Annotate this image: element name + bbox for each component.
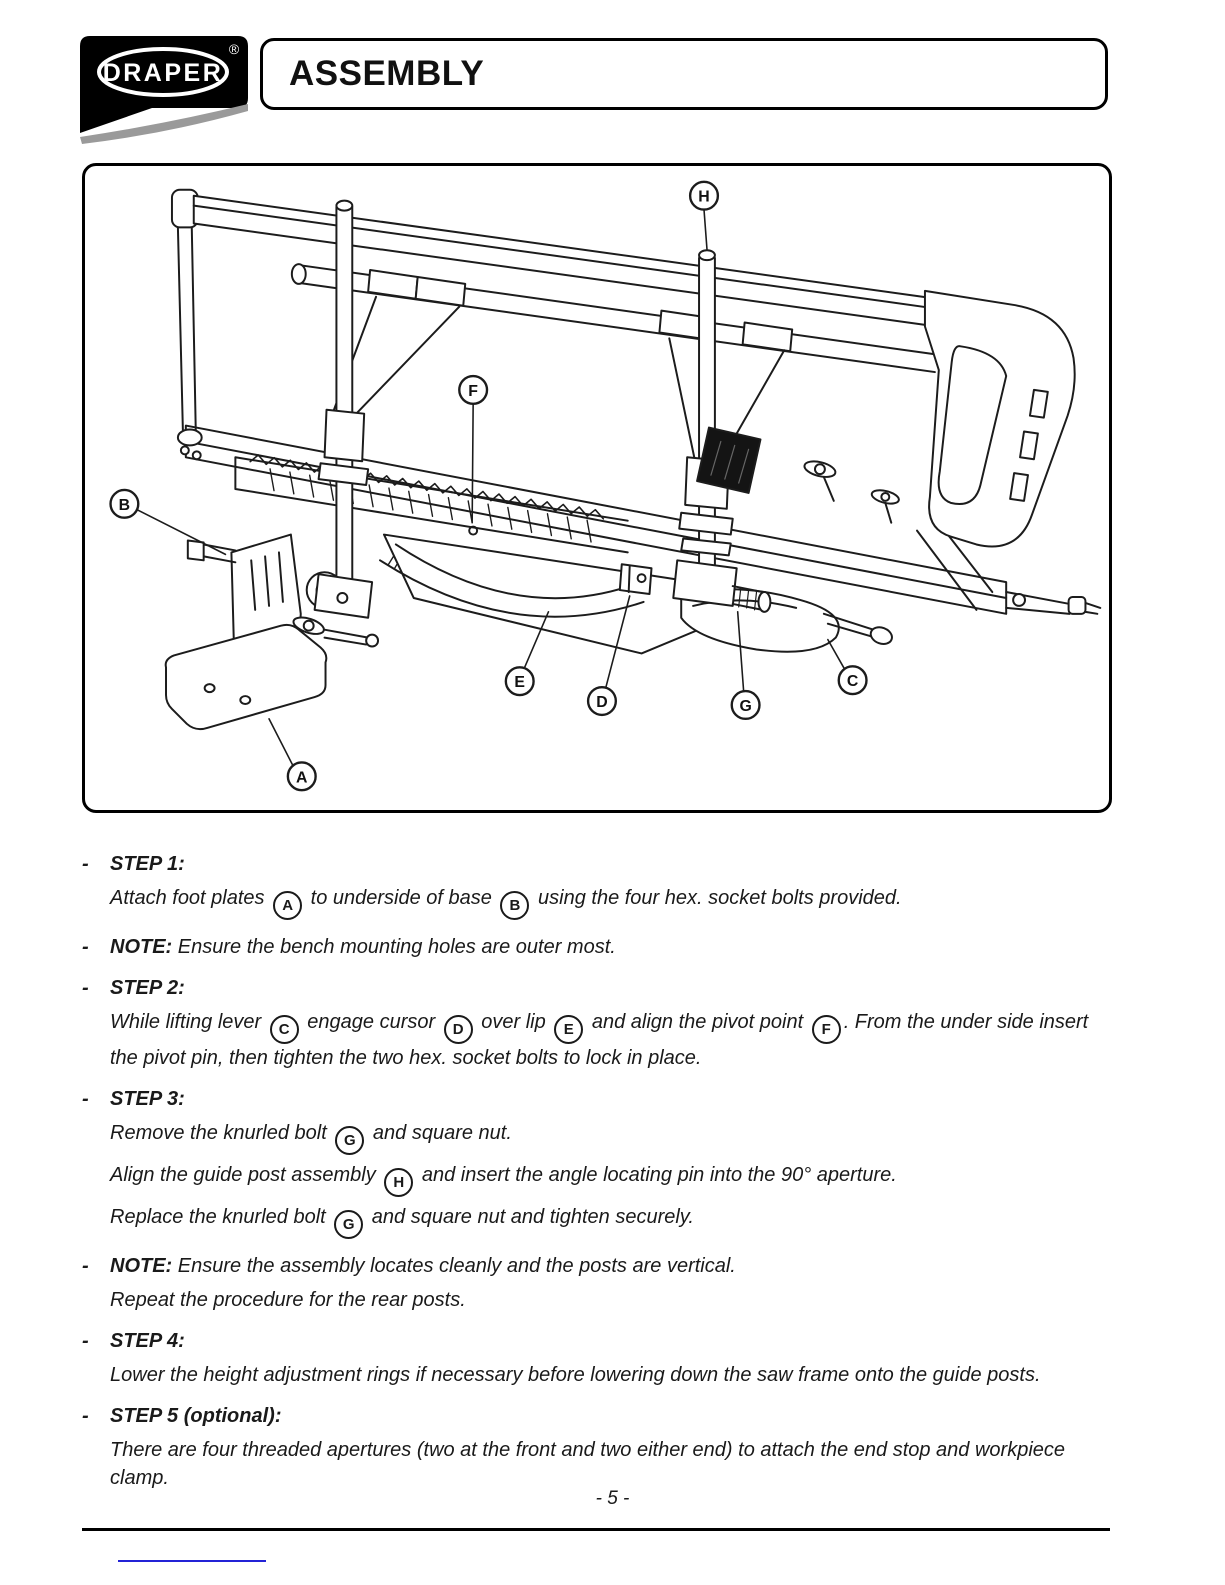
callout-ref-a: A bbox=[273, 891, 302, 920]
instruction-text bbox=[110, 850, 1110, 878]
brand-name: DRAPER bbox=[102, 59, 224, 87]
instruction-text: Attach foot plates A to underside of base B using the four hex. socket bolts provided. bbox=[110, 884, 1110, 920]
instruction-text: There are four threaded apertures (two at the front and two either end) to attach the end stop and workpiece clamp. bbox=[110, 1439, 1066, 1489]
svg-text:B: B bbox=[118, 496, 131, 514]
svg-text:G: G bbox=[739, 697, 752, 715]
instruction-text: Lower the height adjustment rings if necessary before lowering down the saw frame onto the guide posts. bbox=[110, 1364, 1041, 1386]
saw-handle bbox=[917, 291, 1075, 610]
callout-ref-b: B bbox=[500, 891, 529, 920]
list-dash: - bbox=[82, 1255, 89, 1277]
list-dash: - bbox=[82, 1088, 89, 1110]
mitre-saw-diagram bbox=[85, 166, 1109, 810]
post-clamp bbox=[673, 560, 736, 606]
saw-frame bbox=[172, 190, 937, 461]
callout-ref-c: C bbox=[270, 1015, 299, 1044]
footer-rule bbox=[82, 1528, 1110, 1531]
footer-link[interactable] bbox=[118, 1552, 266, 1562]
instruction-heading: STEP 5 (optional): bbox=[110, 1405, 282, 1427]
instruction-heading: STEP 1: bbox=[110, 853, 185, 875]
svg-text:D: D bbox=[596, 693, 608, 711]
list-dash: - bbox=[82, 977, 89, 999]
callout-a bbox=[288, 762, 316, 790]
callout-ref-h: H bbox=[384, 1168, 413, 1197]
list-dash: - bbox=[82, 936, 89, 958]
instruction-item bbox=[82, 1327, 1110, 1395]
callout-f bbox=[459, 376, 487, 404]
callout-g bbox=[732, 691, 760, 719]
instruction-heading: NOTE: bbox=[110, 936, 173, 958]
instruction-item bbox=[82, 850, 1110, 926]
callout-ref-g: G bbox=[334, 1210, 363, 1239]
callout-e bbox=[506, 667, 534, 695]
callout-ref-g: G bbox=[335, 1126, 364, 1155]
instruction-item bbox=[82, 974, 1110, 1078]
svg-text:A: A bbox=[296, 769, 308, 787]
instruction-text bbox=[110, 1327, 1110, 1355]
callout-h bbox=[690, 182, 718, 210]
list-dash: - bbox=[82, 1330, 89, 1352]
svg-text:F: F bbox=[468, 382, 478, 400]
instruction-item bbox=[82, 933, 1110, 967]
list-dash: - bbox=[82, 853, 89, 875]
callout-ref-f: F bbox=[812, 1015, 841, 1044]
registered-mark: ® bbox=[228, 41, 240, 57]
svg-text:E: E bbox=[514, 674, 526, 692]
instructions-list bbox=[82, 850, 1110, 1505]
instruction-text: Repeat the procedure for the rear posts. bbox=[110, 1289, 466, 1311]
instruction-text: Remove the knurled bolt G and square nut. bbox=[110, 1119, 1110, 1155]
instruction-heading: NOTE: bbox=[110, 1255, 173, 1277]
callout-ref-d: D bbox=[444, 1015, 473, 1044]
instruction-text: NOTE: Ensure the assembly locates cleanly and the posts are vertical. bbox=[110, 1255, 736, 1277]
svg-text:C: C bbox=[846, 673, 859, 691]
draper-logo bbox=[80, 36, 252, 146]
page-title: ASSEMBLY bbox=[289, 54, 485, 93]
instruction-text bbox=[110, 974, 1110, 1002]
callout-b bbox=[111, 490, 139, 518]
instruction-item bbox=[82, 1085, 1110, 1245]
instruction-heading: STEP 3: bbox=[110, 1088, 185, 1110]
callout-ref-e: E bbox=[554, 1015, 583, 1044]
instruction-heading: STEP 4: bbox=[110, 1330, 185, 1352]
cursor bbox=[620, 564, 652, 594]
instruction-text: While lifting lever C engage cursor D over lip E and align the pivot point F . From the under side insert the pivot pin, then tighten the two hex. socket bolts to lock in place. bbox=[110, 1011, 1089, 1069]
svg-text:H: H bbox=[698, 188, 710, 206]
instruction-text: NOTE: Ensure the bench mounting holes are outer most. bbox=[110, 936, 616, 958]
assembly-diagram-box bbox=[82, 163, 1112, 813]
instruction-text bbox=[110, 1085, 1110, 1113]
callout-d bbox=[588, 687, 616, 715]
section-title-box bbox=[260, 38, 1108, 110]
instruction-text: Replace the knurled bolt G and square nut and tighten securely. bbox=[110, 1203, 1110, 1239]
callout-c bbox=[839, 666, 867, 694]
instruction-text bbox=[110, 1402, 1110, 1430]
instruction-heading: STEP 2: bbox=[110, 977, 185, 999]
foot-plate bbox=[166, 625, 327, 729]
instruction-text: Align the guide post assembly H and insert the angle locating pin into the 90° aperture. bbox=[110, 1161, 1110, 1197]
list-dash: - bbox=[82, 1405, 89, 1427]
instruction-item bbox=[82, 1252, 1110, 1320]
page-number: - 5 - bbox=[595, 1488, 630, 1509]
draper-logo-graphic bbox=[80, 36, 252, 146]
instruction-item bbox=[82, 1402, 1110, 1498]
